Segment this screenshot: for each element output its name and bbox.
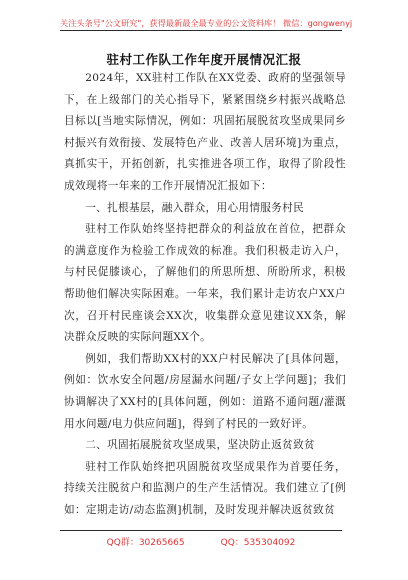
intro-paragraph: 2024年，XX驻村工作队在XX党委、政府的坚强领导下，在上级部门的关心指导下，紧紧围绕乡村振兴战略总目标以[当地实际情况，例如：巩固拓展脱贫攻坚成果同乡村振兴有效衔接、发展特色产业、改善人居环境]为重点，真抓实干，开拓创新，扎实推进各项工作，取得了阶段性成效现将一年来的工作开展情况汇报如下：: [64, 72, 346, 192]
body-paragraph: 驻村工作队始终坚持把群众的利益放在首位，把群众的满意度作为检验工作成效的标准。我们积极走访入户，与村民促膝谈心，了解他们的所思所想、所盼所求，积极帮助他们解决实际困难。一年来，我们累计走访农户XX户次，召开村民座谈会XX次，收集群众意见建议XX条，解决群众反映的实际问题XX个。: [64, 223, 346, 344]
body-paragraph: 驻村工作队始终把巩固脱贫攻坚成果作为首要任务，持续关注脱贫户和监测户的生产生活情况。我们建立了[例如：定期走访/动态监测]机制，及时发现并解决返贫致贫: [64, 460, 346, 516]
qq-number: QQ：535304092: [220, 538, 296, 548]
document-body: [64, 68, 346, 521]
section-heading-1: 一、扎根基层，融入群众，用心用情服务村民: [85, 201, 305, 214]
section-heading-2: 二、巩固拓展脱贫攻坚成果，坚决防止返贫致贫: [85, 439, 316, 452]
footer-contacts: [60, 535, 342, 548]
body-paragraph: 例如，我们帮助XX村的XX户村民解决了[具体问题，例如：饮水安全问题/房屋漏水问题/子女上学问题]；我们协调解决了XX村的[具体问题，例如：道路不通问题/灌溉用水问题/电力供应问题]，得到了村民的一致好评。: [64, 352, 346, 430]
document-title: 驻村工作队工作年度开展情况汇报: [106, 52, 302, 67]
qq-group-number: QQ群：30265665: [106, 538, 185, 548]
promo-banner: 关注头条号"公文研究"，获得最新最全最专业的公文资料库！ 微信：gongwenyj: [60, 16, 342, 31]
footer-divider: [60, 530, 342, 531]
